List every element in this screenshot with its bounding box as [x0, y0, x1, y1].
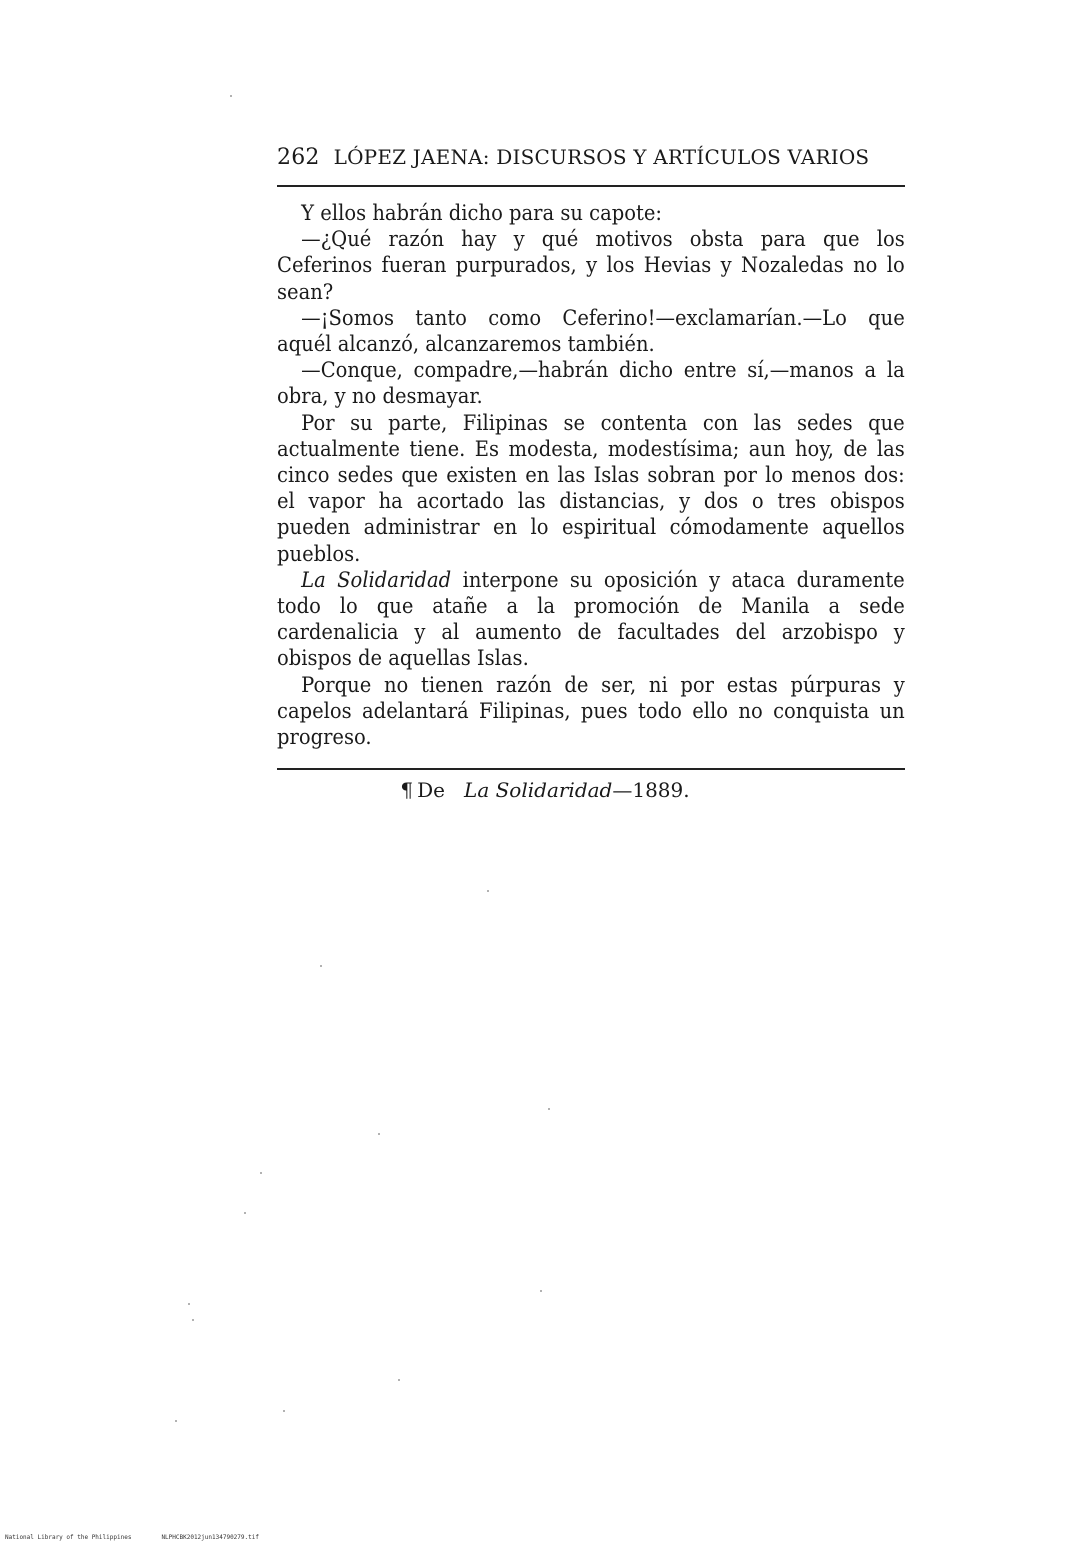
paragraph: —¿Qué razón hay y qué motivos obsta para que los Ceferinos fueran purpurados, y los Hevias y Nozaledas no lo sean?	[277, 227, 905, 304]
source-prefix: De	[417, 778, 445, 802]
library-name: National Library of the Philippines	[5, 1534, 132, 1541]
pilcrow-mark: ¶	[400, 778, 414, 802]
source-year: —1889.	[612, 778, 690, 802]
scan-speck	[230, 95, 232, 97]
scan-speck	[487, 890, 489, 892]
scan-footer	[5, 1534, 289, 1541]
scan-speck	[283, 1410, 285, 1412]
end-rule	[277, 768, 905, 770]
body-text	[277, 200, 905, 750]
scan-speck	[548, 1108, 550, 1110]
scan-speck	[188, 1303, 190, 1305]
source-publication: La Solidaridad	[464, 778, 613, 802]
scan-speck	[540, 1290, 542, 1292]
running-head-title: LÓPEZ JAENA: DISCURSOS Y ARTÍCULOS VARIOS	[333, 145, 870, 169]
scan-speck	[320, 965, 322, 967]
scan-speck	[398, 1379, 400, 1381]
scan-file-id: NLPHCBK2012jun134790279.tif	[161, 1534, 259, 1541]
source-citation	[0, 778, 1090, 802]
page-number: 262	[277, 145, 320, 170]
paragraph: Por su parte, Filipinas se contenta con las sedes que actualmente tiene. Es modesta, modestísima; aun hoy, de las cinco sedes que existen en las Islas sobran por lo menos dos: el vapor ha acortado las distancias, y dos o tres obispos pueden administrar en lo espiritual cómodamente aquellos pueblos.	[277, 410, 905, 566]
publication-title: La Solidaridad	[301, 567, 452, 592]
paragraph: —¡Somos tanto como Ceferino!—exclamarían.—Lo que aquél alcanzó, alcanzaremos también.	[277, 305, 905, 357]
running-head	[277, 145, 905, 185]
paragraph: La Solidaridad interpone su oposición y ataca duramente todo lo que atañe a la promoción de Manila a sede cardenalicia y al aumento de facultades del arzobispo y obispos de aquellas Islas.	[277, 567, 905, 671]
scan-speck	[260, 1172, 262, 1174]
paragraph: —Conque, compadre,—habrán dicho entre sí,—manos a la obra, y no desmayar.	[277, 358, 905, 409]
header-rule	[277, 185, 905, 187]
scan-speck	[192, 1319, 194, 1321]
paragraph: Y ellos habrán dicho para su capote:	[301, 201, 663, 225]
scan-speck	[175, 1420, 177, 1422]
scan-speck	[378, 1133, 380, 1135]
paragraph: Porque no tienen razón de ser, ni por estas púrpuras y capelos adelantará Filipinas, pues todo ello no conquista un progreso.	[277, 672, 905, 750]
scan-speck	[244, 1212, 246, 1214]
